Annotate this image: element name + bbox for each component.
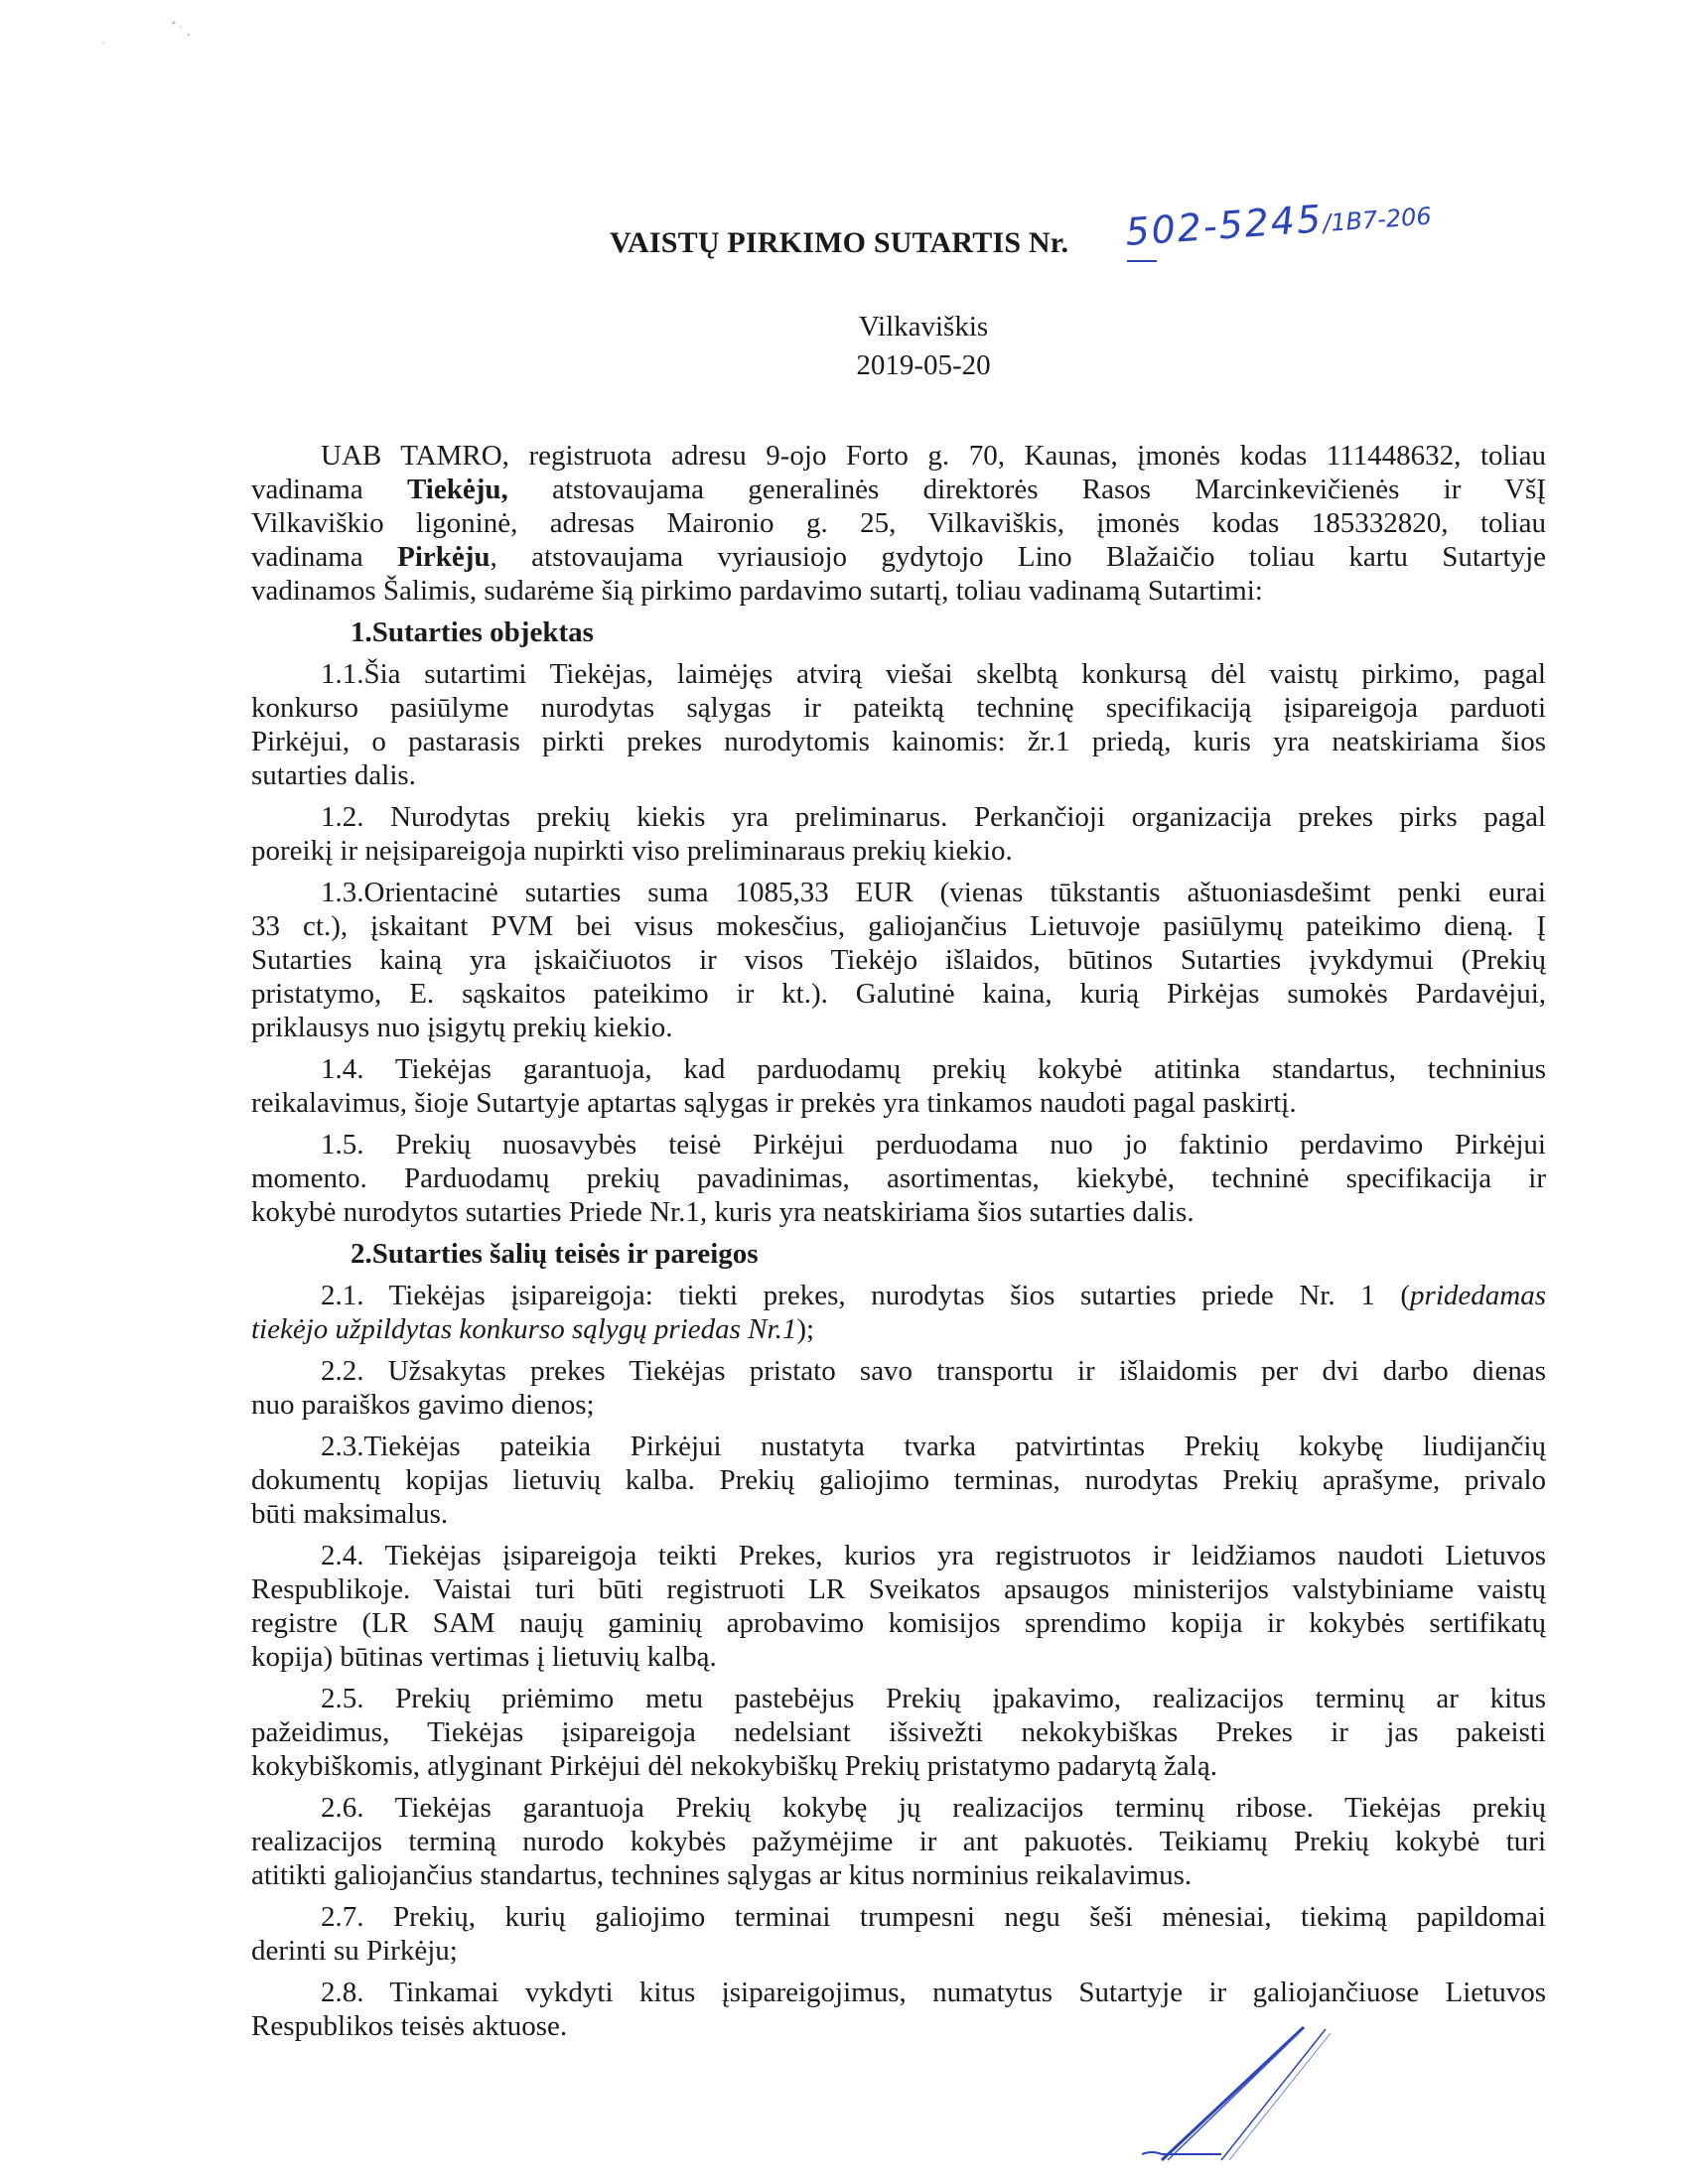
paragraph	[251, 1128, 1546, 1229]
text-segment: 2.3.Tiekėjas pateikia Pirkėjui nustatyta tvarka patvirtintas Prekių kokybę liudijančių	[321, 1431, 1546, 1462]
text-segment: Respublikoje. Vaistai turi būti registruoti LR Sveikatos apsaugos ministerijos valstybiniame vaistų	[251, 1573, 1546, 1605]
contract-city: Vilkaviškis	[858, 311, 989, 342]
text-line	[251, 1825, 1546, 1858]
paragraph	[251, 1682, 1546, 1783]
signature	[1142, 2015, 1360, 2184]
paragraph	[251, 1354, 1546, 1422]
scan-specks	[99, 15, 218, 55]
text-line	[251, 1900, 1546, 1934]
text-segment: 2.5. Prekių priėmimo metu pastebėjus Prekių įpakavimo, realizacijos terminų ar kitus	[321, 1683, 1546, 1714]
text-line	[251, 943, 1546, 977]
text-line	[251, 876, 1546, 909]
text-line	[251, 439, 1546, 473]
contract-title: VAISTŲ PIRKIMO SUTARTIS Nr.	[610, 226, 1069, 259]
text-segment: Pirkėjui, o pastarasis pirkti prekes nurodytomis kainomis: žr.1 priedą, kuris yra neatskiriama šios	[251, 726, 1546, 757]
text-line	[251, 1052, 1546, 1086]
contract-title-row	[610, 226, 1068, 260]
text-line	[251, 1237, 1546, 1271]
text-segment: 1.4. Tiekėjas garantuoja, kad parduodamų prekių kokybė atitinka standartus, techninius	[321, 1053, 1546, 1085]
paragraph	[251, 439, 1546, 608]
text-segment: nuo paraiškos gavimo dienos;	[251, 1389, 595, 1421]
text-segment: 2.1. Tiekėjas įsipareigoja: tiekti prekes, nurodytas šios sutarties priede Nr. 1 (	[321, 1280, 1411, 1311]
text-line	[251, 1463, 1546, 1497]
text-segment: reikalavimus, šioje Sutartyje aptartas sąlygas ir prekės yra tinkamos naudoti pagal paskirtį.	[251, 1087, 1297, 1119]
text-segment: 2.7. Prekių, kurių galiojimo terminai trumpesni negu šeši mėnesiai, tiekimą papildomai	[321, 1901, 1546, 1933]
text-line	[251, 1195, 1546, 1229]
text-segment: registre (LR SAM naujų gaminių aprobavimo komisijos sprendimo kopija ir kokybės sertifikatų	[251, 1607, 1546, 1639]
handwritten-number: 502-5245	[1123, 197, 1325, 254]
text-segment: atstovaujama generalinės direktorės Rasos Marcinkevičienės ir VšĮ	[507, 474, 1546, 505]
text-segment: poreikį ir neįsipareigoja nupirkti viso preliminaraus prekių kiekio.	[251, 835, 1013, 867]
text-line	[251, 1086, 1546, 1120]
text-line	[251, 1976, 1546, 2009]
text-segment: Sutarties kainą yra įskaičiuotos ir visos Tiekėjo išlaidos, būtinos Sutarties įvykdymui (Prekių	[251, 944, 1546, 976]
text-line	[251, 657, 1546, 691]
text-line	[251, 1161, 1546, 1195]
text-line	[251, 1354, 1546, 1388]
bold-text: Tiekėju,	[406, 474, 508, 505]
italic-text: tiekėjo užpildytas konkurso sąlygų priedas Nr.1	[251, 1313, 797, 1345]
text-line	[251, 1011, 1546, 1044]
text-line	[251, 1606, 1546, 1640]
text-line	[251, 1572, 1546, 1606]
text-line	[251, 1640, 1546, 1674]
text-line	[251, 758, 1546, 792]
text-segment: realizacijos terminą nurodo kokybės pažymėjime ir ant pakuotės. Teikiamų Prekių kokybė turi	[251, 1826, 1546, 1857]
text-segment: momento. Parduodamų prekių pavadinimas, asortimentas, kiekybė, techninė specifikacija ir	[251, 1162, 1546, 1194]
text-line	[251, 691, 1546, 725]
text-segment: kokybė nurodytos sutarties Priede Nr.1, kuris yra neatskiriama šios sutarties dalis.	[251, 1196, 1195, 1228]
italic-text: pridedamas	[1410, 1280, 1546, 1311]
text-segment: 1.3.Orientacinė sutarties suma 1085,33 EUR (vienas tūkstantis aštuoniasdešimt penki eurai	[321, 877, 1546, 908]
text-line	[251, 1791, 1546, 1825]
text-segment: priklausys nuo įsigytų prekių kiekio.	[251, 1012, 673, 1043]
paragraph	[251, 1539, 1546, 1674]
contract-date: 2019-05-20	[856, 349, 991, 381]
paragraph	[251, 1052, 1546, 1120]
paragraph	[251, 876, 1546, 1044]
text-line	[251, 1128, 1546, 1161]
bold-text: Pirkėju	[397, 541, 491, 573]
text-line	[251, 1749, 1546, 1783]
text-segment: );	[796, 1313, 815, 1345]
text-segment: derinti su Pirkėju;	[251, 1935, 458, 1967]
text-segment: kopija) būtinas vertimas į lietuvių kalbą.	[251, 1641, 717, 1673]
section-heading	[251, 615, 1546, 649]
text-segment: 2.6. Tiekėjas garantuoja Prekių kokybę jų realizacijos terminų ribose. Tiekėjas prekių	[321, 1792, 1546, 1824]
text-segment: sutarties dalis.	[251, 759, 416, 791]
text-line	[251, 725, 1546, 758]
number-underline	[1127, 260, 1157, 262]
paragraph	[251, 1430, 1546, 1531]
text-segment: 1.1.Šia sutartimi Tiekėjas, laimėjęs atvirą viešai skelbtą konkursą dėl vaistų pirkimo, pagal	[321, 658, 1546, 690]
text-line	[251, 1388, 1546, 1422]
text-segment: 2.8. Tinkamai vykdyti kitus įsipareigojimus, numatytus Sutartyje ir galiojančiuose Lietuvos	[321, 1977, 1546, 2008]
text-segment: konkurso pasiūlyme nurodytas sąlygas ir pateiktą techninę specifikaciją įsipareigoja parduoti	[251, 692, 1546, 724]
text-line	[251, 1312, 1546, 1346]
text-line	[251, 1934, 1546, 1968]
text-segment: 1.5. Prekių nuosavybės teisė Pirkėjui perduodama nuo jo faktinio perdavimo Pirkėjui	[321, 1129, 1546, 1160]
text-segment: 33 ct.), įskaitant PVM bei visus mokesčius, galiojančius Lietuvoje pasiūlymų pateikimo dieną. Į	[251, 910, 1546, 942]
text-line	[251, 800, 1546, 834]
text-line	[251, 1497, 1546, 1531]
text-segment: būti maksimalus.	[251, 1498, 449, 1530]
text-segment: pristatymo, E. sąskaitos pateikimo ir kt.). Galutinė kaina, kurią Pirkėjas sumokės Pardavėjui,	[251, 978, 1546, 1010]
handwritten-contract-number	[1124, 190, 1433, 254]
paragraph	[251, 657, 1546, 792]
text-segment: 2.Sutarties šalių teisės ir pareigos	[351, 1238, 759, 1270]
text-line	[251, 909, 1546, 943]
text-segment: Vilkaviškio ligoninė, adresas Maironio g. 25, Vilkaviškis, įmonės kodas 185332820, toliau	[251, 507, 1546, 539]
text-segment: dokumentų kopijas lietuvių kalba. Prekių galiojimo terminas, nurodytas Prekių aprašyme, privalo	[251, 1464, 1546, 1496]
text-segment: Respublikos teisės aktuose.	[251, 2010, 568, 2042]
text-line	[251, 1430, 1546, 1463]
text-segment: 2.4. Tiekėjas įsipareigoja teikti Prekes, kurios yra registruotos ir leidžiamos naudoti Lietuvos	[321, 1540, 1546, 1571]
text-segment: vadinamos Šalimis, sudarėme šią pirkimo pardavimo sutartį, toliau vadinamą Sutartimi:	[251, 575, 1263, 607]
text-line	[251, 615, 1546, 649]
paragraph	[251, 1791, 1546, 1892]
text-segment: kokybiškomis, atlyginant Pirkėjui dėl nekokybiškų Prekių pristatymo padarytą žalą.	[251, 1750, 1217, 1782]
text-segment: UAB TAMRO, registruota adresu 9-ojo Forto g. 70, Kaunas, įmonės kodas 111448632, toliau	[321, 440, 1546, 472]
text-segment: 1.Sutarties objektas	[351, 616, 594, 648]
text-line	[251, 1715, 1546, 1749]
text-line	[251, 977, 1546, 1011]
text-segment: atitikti galiojančius standartus, technines sąlygas ar kitus norminius reikalavimus.	[251, 1859, 1193, 1891]
text-line	[251, 506, 1546, 540]
text-line	[251, 1279, 1546, 1312]
paragraph	[251, 800, 1546, 868]
paragraph	[251, 1279, 1546, 1346]
text-line	[251, 574, 1546, 608]
text-line	[251, 834, 1546, 868]
text-line	[251, 1858, 1546, 1892]
text-segment: vadinama	[251, 474, 407, 505]
text-segment: pažeidimus, Tiekėjas įsipareigoja nedelsiant išsivežti nekokybiškas Prekes ir jas pakeisti	[251, 1716, 1546, 1748]
text-line	[251, 1539, 1546, 1572]
text-line	[251, 540, 1546, 574]
text-segment: , atstovaujama vyriausiojo gydytojo Lino Blažaičio toliau kartu Sutartyje	[490, 541, 1546, 573]
text-segment: 2.2. Užsakytas prekes Tiekėjas pristato savo transportu ir išlaidomis per dvi darbo dienas	[321, 1355, 1546, 1387]
text-segment: vadinama	[251, 541, 398, 573]
paragraph	[251, 1900, 1546, 1968]
handwritten-suffix: /1B7-206	[1322, 202, 1433, 238]
contract-body	[251, 431, 1546, 2043]
text-line	[251, 1682, 1546, 1715]
text-line	[251, 473, 1546, 506]
text-segment: 1.2. Nurodytas prekių kiekis yra preliminarus. Perkančioji organizacija prekes pirks pagal	[321, 801, 1546, 833]
section-heading	[251, 1237, 1546, 1271]
